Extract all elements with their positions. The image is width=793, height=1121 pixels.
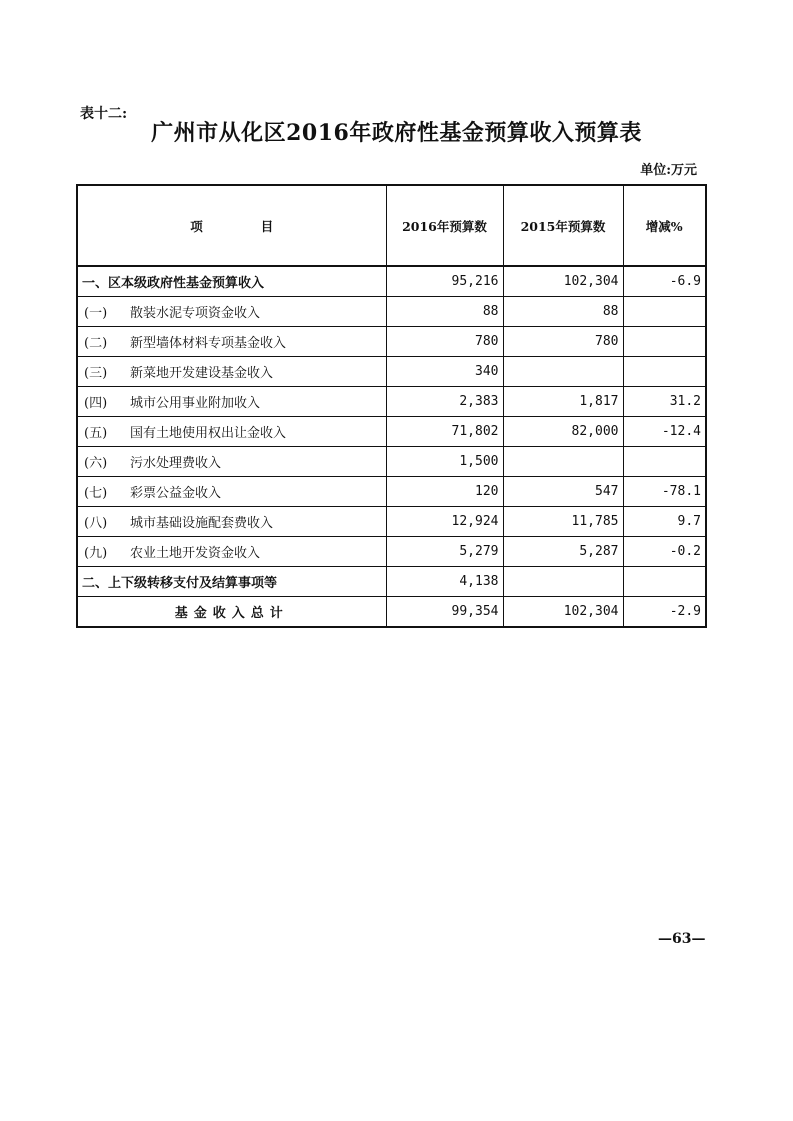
- row-value-2016: 120: [386, 477, 503, 507]
- row-index: (七): [84, 486, 108, 501]
- row-label: 散装水泥专项资金收入: [130, 306, 261, 321]
- row-change: [623, 357, 706, 387]
- row-value-2015: [503, 447, 623, 477]
- row-value-2016: 4,138: [386, 567, 503, 597]
- row-label-cell: [77, 447, 386, 477]
- row-label-cell: [77, 477, 386, 507]
- table-row: [77, 266, 706, 297]
- row-label: 污水处理费收入: [130, 456, 222, 471]
- row-change: 9.7: [623, 507, 706, 537]
- row-label: 城市公用事业附加收入: [130, 396, 261, 411]
- row-change: -0.2: [623, 537, 706, 567]
- row-label: 彩票公益金收入: [130, 486, 222, 501]
- unit-label: 单位:万元: [640, 163, 697, 178]
- total-label: 基金收入总计: [77, 597, 386, 628]
- table-row: [77, 447, 706, 477]
- row-label: 新菜地开发建设基金收入: [130, 366, 274, 381]
- row-index: (三): [84, 366, 108, 381]
- row-index: (八): [84, 516, 108, 531]
- row-label: 新型墙体材料专项基金收入: [130, 336, 287, 351]
- table-row: [77, 537, 706, 567]
- row-value-2016: 88: [386, 297, 503, 327]
- row-value-2015: 11,785: [503, 507, 623, 537]
- row-label-cell: [77, 507, 386, 537]
- row-index: (四): [84, 396, 108, 411]
- row-label: 农业土地开发资金收入: [130, 546, 261, 561]
- row-label-cell: [77, 387, 386, 417]
- table-row: [77, 567, 706, 597]
- row-value-2016: 1,500: [386, 447, 503, 477]
- total-value-2015: 102,304: [503, 597, 623, 628]
- row-value-2015: 88: [503, 297, 623, 327]
- row-value-2015: 5,287: [503, 537, 623, 567]
- row-label-cell: [77, 297, 386, 327]
- row-label-cell: [77, 537, 386, 567]
- row-index: (五): [84, 426, 108, 441]
- row-value-2015: 780: [503, 327, 623, 357]
- row-change: [623, 297, 706, 327]
- page-number: —63—: [658, 931, 706, 947]
- row-label-cell: [77, 357, 386, 387]
- row-change: -78.1: [623, 477, 706, 507]
- row-value-2015: 547: [503, 477, 623, 507]
- page-title: 广州市从化区2016年政府性基金预算收入预算表: [151, 120, 642, 146]
- row-value-2015: 82,000: [503, 417, 623, 447]
- row-value-2016: 71,802: [386, 417, 503, 447]
- row-label: 一、区本级政府性基金预算收入: [77, 266, 386, 297]
- row-change: [623, 327, 706, 357]
- header-budget-2016: 2016年预算数: [386, 185, 503, 266]
- table-row: [77, 297, 706, 327]
- table-label: 表十二:: [80, 106, 128, 122]
- row-value-2016: 340: [386, 357, 503, 387]
- row-change: [623, 567, 706, 597]
- header-change: 增减%: [623, 185, 706, 266]
- table-header-row: [77, 185, 706, 266]
- table-row: [77, 477, 706, 507]
- row-label-cell: [77, 417, 386, 447]
- row-label-cell: [77, 327, 386, 357]
- table-row: [77, 387, 706, 417]
- row-value-2016: 95,216: [386, 266, 503, 297]
- row-label: 二、上下级转移支付及结算事项等: [77, 567, 386, 597]
- table-row: [77, 327, 706, 357]
- row-value-2016: 2,383: [386, 387, 503, 417]
- table-row: [77, 357, 706, 387]
- table-row: [77, 507, 706, 537]
- row-value-2015: [503, 567, 623, 597]
- header-item-part2: 目: [260, 218, 274, 234]
- row-change: -12.4: [623, 417, 706, 447]
- row-value-2015: [503, 357, 623, 387]
- row-change: [623, 447, 706, 477]
- total-row: [77, 597, 706, 628]
- header-item: [77, 185, 386, 266]
- row-value-2015: 1,817: [503, 387, 623, 417]
- row-index: (六): [84, 456, 108, 471]
- row-value-2016: 12,924: [386, 507, 503, 537]
- budget-table: [76, 184, 707, 628]
- total-value-2016: 99,354: [386, 597, 503, 628]
- row-value-2015: 102,304: [503, 266, 623, 297]
- row-index: (二): [84, 336, 108, 351]
- header-item-part1: 项: [190, 218, 203, 234]
- header-budget-2015: 2015年预算数: [503, 185, 623, 266]
- table-row: [77, 417, 706, 447]
- row-value-2016: 5,279: [386, 537, 503, 567]
- row-index: (九): [84, 546, 108, 561]
- row-value-2016: 780: [386, 327, 503, 357]
- row-label: 国有土地使用权出让金收入: [130, 426, 287, 441]
- total-change: -2.9: [623, 597, 706, 628]
- row-index: (一): [84, 306, 108, 321]
- row-change: -6.9: [623, 266, 706, 297]
- row-change: 31.2: [623, 387, 706, 417]
- row-label: 城市基础设施配套费收入: [130, 516, 274, 531]
